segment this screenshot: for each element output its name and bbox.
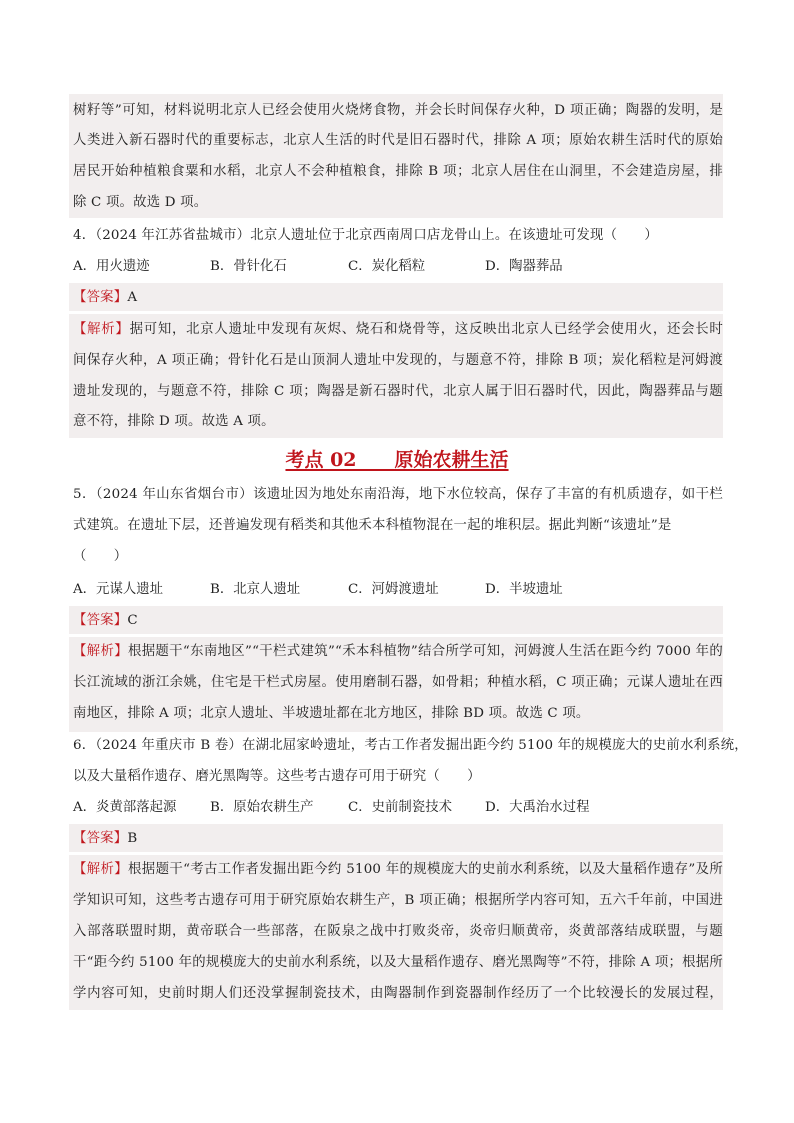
q5-option-a: A．元谋人遗址 (73, 582, 164, 597)
analysis-tag: 【解析】 (73, 644, 128, 659)
q5-stem-line: （ ） (73, 549, 128, 564)
q6-analysis-line: 学内容可知，史前时期人们还没掌握制瓷技术，由陶器制作到瓷器制作经历了一个比较漫长的发展过程， (73, 986, 723, 1001)
q6-analysis-line: 入部落联盟时期，黄帝联合一些部落，在阪泉之战中打败炎帝，炎帝归顺黄帝，炎黄部落结成联盟，与题 (73, 924, 723, 939)
q4-option-b: B．骨针化石 (210, 259, 287, 274)
prev-explanation-line: 居民开始种植粮食粟和水稻，北京人不会种植粮食，排除 B 项；北京人居住在山洞里，不会建造房屋，排 (73, 164, 723, 179)
q6-option-d: D．大禹治水过程 (485, 800, 590, 815)
q5-answer-value: C (127, 613, 138, 628)
q4-analysis-line (73, 320, 723, 340)
q6-analysis-line: 干“距今约 5100 年的规模庞大的史前水利系统，以及大量稻作遗存、磨光黑陶等”不符，排除 A 项；根据所 (73, 955, 723, 970)
q6-options (73, 798, 723, 818)
answer-tag: 【答案】 (73, 290, 128, 305)
q4-analysis-text: 据可知，北京人遗址中发现有灰烬、烧石和烧骨等，这反映出北京人已经学会使用火，还会长时 (129, 322, 723, 337)
q4-stem: 4．（2024 年江苏省盐城市）北京人遗址位于北京西南周口店龙骨山上。在该遗址可发现（ ） (73, 228, 658, 243)
answer-tag: 【答案】 (73, 831, 128, 846)
q6-option-c: C．史前制瓷技术 (348, 800, 452, 815)
q6-option-a: A．炎黄部落起源 (73, 800, 177, 815)
q6-analysis-line: 学知识可知，这些考古遗存可用于研究原始农耕生产，B 项正确；根据所学内容可知，五六千年前，中国进 (73, 893, 723, 908)
q5-analysis-line: 长江流域的浙江余姚，住宅是干栏式房屋。使用磨制石器，如骨耜；种植水稻，C 项正确；元谋人遗址在西 (73, 675, 723, 690)
q4-analysis-line: 意不符，排除 D 项。故选 A 项。 (73, 414, 275, 429)
analysis-tag: 【解析】 (73, 862, 129, 877)
q4-options (73, 257, 723, 277)
q5-analysis-line: 南地区，排除 A 项；北京人遗址、半坡遗址都在北方地区，排除 BD 项。故选 C 项。 (73, 706, 590, 721)
q6-stem-line: 6．（2024 年重庆市 B 卷）在湖北屈家岭遗址，考古工作者发掘出距今约 5100 年的规模庞大的史前水利系统， (73, 738, 748, 753)
analysis-tag: 【解析】 (73, 322, 130, 337)
q4-answer-value: A (127, 290, 138, 305)
prev-explanation-line: 人类进入新石器时代的重要标志，北京人生活的时代是旧石器时代，排除 A 项；原始农耕生活时代的原始 (73, 133, 723, 148)
q6-analysis-text: 根据题干“考古工作者发掘出距今约 5100 年的规模庞大的史前水利系统，以及大量稻作遗存”及所 (128, 862, 723, 877)
q5-analysis-text: 根据题干“东南地区”“干栏式建筑”“禾本科植物”结合所学可知，河姆渡人生活在距今约 7000 年的 (127, 644, 723, 659)
q4-analysis-line: 遗址发现的，与题意不符，排除 C 项；陶器是新石器时代，北京人属于旧石器时代，因此，陶器葬品与题 (73, 384, 723, 399)
q5-answer (73, 611, 723, 631)
q4-option-d: D．陶器葬品 (485, 259, 563, 274)
q5-option-d: D．半坡遗址 (485, 582, 563, 597)
q5-option-c: C．河姆渡遗址 (348, 582, 439, 597)
q6-answer (73, 829, 723, 849)
q5-options (73, 580, 723, 600)
q6-stem-line: 以及大量稻作遗存、磨光黑陶等。这些考古遗存可用于研究（ ） (73, 769, 481, 784)
q5-option-b: B．北京人遗址 (210, 582, 301, 597)
q6-answer-value: B (127, 831, 138, 846)
q4-analysis-line: 间保存火种，A 项正确；骨针化石是山顶洞人遗址中发现的，与题意不符，排除 B 项；炭化稻粒是河姆渡 (73, 353, 723, 368)
q5-stem-line: 5．（2024 年山东省烟台市）该遗址因为地处东南沿海，地下水位较高，保存了丰富的有机质遗存，如干栏 (73, 487, 723, 502)
answer-tag: 【答案】 (73, 613, 128, 628)
q6-analysis-line (73, 860, 723, 880)
q4-answer (73, 288, 723, 308)
q4-option-a: A．用火遗迹 (73, 259, 150, 274)
prev-explanation-line: 除 C 项。故选 D 项。 (73, 195, 208, 210)
section-heading: 考点 02 原始农耕生活 (285, 449, 509, 471)
q5-analysis-line (73, 642, 723, 662)
q5-stem-line: 式建筑。在遗址下层，还普遍发现有稻类和其他禾本科植物混在一起的堆积层。据此判断“该遗址”是 (73, 518, 672, 533)
q4-option-c: C．炭化稻粒 (348, 259, 426, 274)
q6-option-b: B．原始农耕生产 (210, 800, 314, 815)
prev-explanation-line: 树籽等”可知，材料说明北京人已经会使用火烧烤食物，并会长时间保存火种，D 项正确；陶器的发明，是 (73, 103, 723, 118)
